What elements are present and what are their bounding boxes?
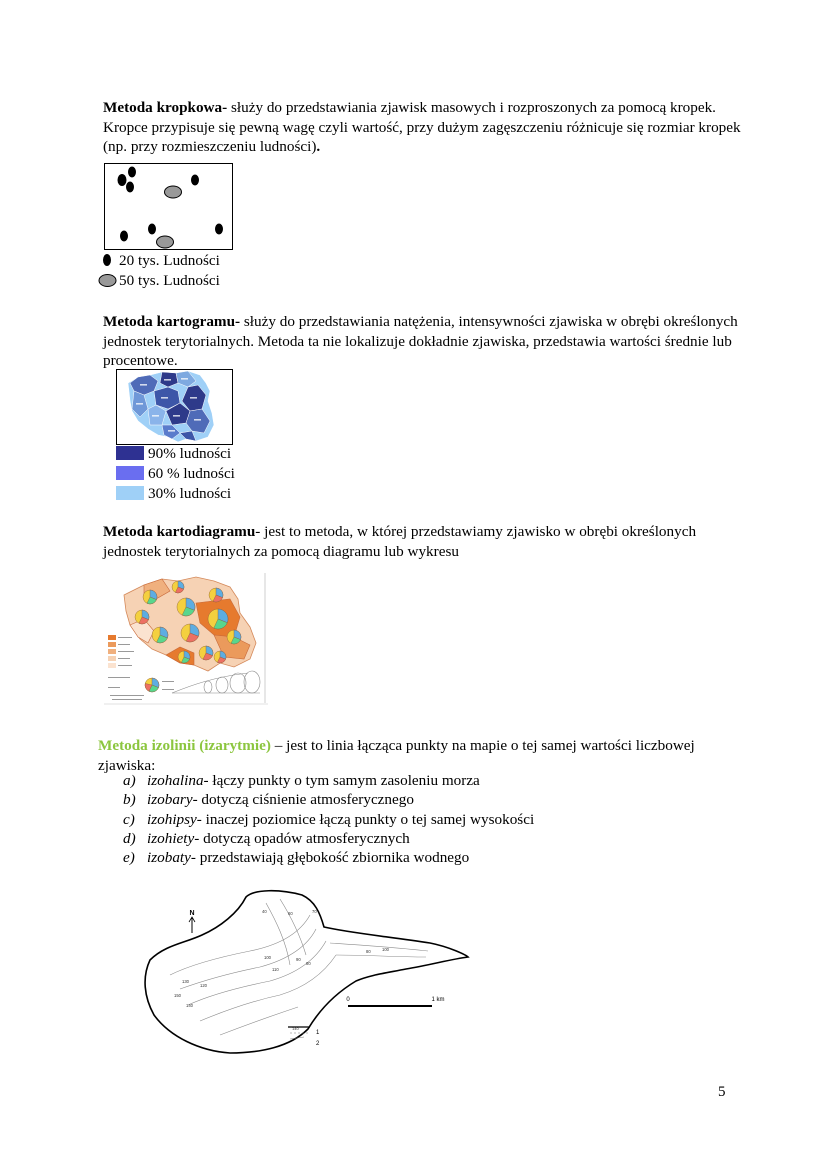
list-letter: c) <box>123 810 135 828</box>
list-letter: d) <box>123 829 136 847</box>
cartodiagram-size-scale <box>172 671 260 693</box>
dot-method-map <box>104 163 234 251</box>
dot-legend-label: 50 tys. Ludności <box>119 272 220 289</box>
gray-dot-icon <box>97 271 119 290</box>
map-legend-1: 1 <box>316 1030 320 1036</box>
cartodiagram-paragraph <box>103 522 743 561</box>
list-term: izohalina <box>147 772 204 789</box>
contour-label: 80 <box>366 949 371 954</box>
list-term: izobaty <box>147 849 191 867</box>
list-letter: b) <box>123 791 136 809</box>
contour-label: 130 <box>182 979 189 984</box>
cartogram-paragraph <box>103 312 743 371</box>
list-letter: e) <box>123 849 135 867</box>
cartogram-legend-label: 60 % ludności <box>148 465 235 482</box>
isoline-paragraph <box>98 736 738 775</box>
scale-bar <box>348 1005 432 1007</box>
contour-label: 80 <box>306 961 311 966</box>
list-desc: - dotyczą opadów atmosferycznych <box>194 829 410 847</box>
contour-label: 140 <box>186 1003 193 1008</box>
cartogram-legend-label: 90% ludności <box>148 445 232 462</box>
black-dot-icon <box>100 251 114 270</box>
list-term: izohiety <box>147 829 195 847</box>
legend-swatch <box>116 486 144 500</box>
scale-start-label: 0 <box>346 997 350 1003</box>
list-item <box>123 771 723 790</box>
contour-label: 110 <box>272 967 279 972</box>
contour-label: 100 <box>382 947 389 952</box>
cartogram-legend-label: 30% ludności <box>148 485 232 502</box>
list-desc: - przedstawiają głębokość zbiornika wodnego <box>190 849 470 867</box>
cartodiagram-map <box>104 573 268 705</box>
contour-label: 40 <box>262 909 267 914</box>
page-number: 5 <box>718 1084 726 1100</box>
cartogram-title: Metoda kartogramu- <box>103 313 241 330</box>
scale-end-label: 1 km <box>431 997 445 1003</box>
contour-label: 150 <box>174 993 181 998</box>
cartodiagram-title: Metoda kartodiagramu <box>103 523 256 540</box>
north-label: N <box>189 910 195 917</box>
dot-method-paragraph <box>103 98 743 157</box>
list-desc: - inaczej poziomice łączą punkty o tej samej wysokości <box>196 810 535 828</box>
list-letter: a) <box>123 772 136 789</box>
isoline-list <box>123 771 723 867</box>
svg-text:140: 140 <box>292 1026 299 1031</box>
cartogram-text: służy do przedstawiania natężenia, intensywności zjawiska w obrębi określonych jednostek terytorialnych. Metoda ta nie lokalizuje dokładnie zjawiska, przedstawia wartości średnie lub procentowe. <box>103 313 738 369</box>
contour-label: 100 <box>264 955 271 960</box>
cartogram-map <box>116 369 233 445</box>
legend-swatch <box>116 466 144 480</box>
contour-label: 60 <box>288 911 293 916</box>
contour-label: 70 <box>312 909 317 914</box>
list-item <box>123 790 723 809</box>
contour-label: 120 <box>200 983 207 988</box>
dot-legend-label: 20 tys. Ludności <box>119 252 220 269</box>
list-item <box>123 848 723 867</box>
isoline-text: – jest to linia łącząca punkty na mapie o tej samej wartości liczbowej zjawiska: <box>98 737 695 774</box>
list-term: izobary <box>147 791 193 809</box>
dot-method-title: Metoda kropkowa- <box>103 99 228 116</box>
dot-method-end: . <box>316 138 321 155</box>
isoline-title: Metoda izolinii (izarytmie) <box>98 737 271 754</box>
dot-method-text: służy do przedstawiania zjawisk masowych i rozproszonych za pomocą kropek. Kropce przypisuje się pewną wagę czyli wartość, przy dużym zagęszczeniu różnicuje się rozmiar kropek (np. przy rozmieszczeniu ludności) <box>103 99 741 155</box>
isobath-map <box>130 885 480 1065</box>
cartodiagram-text: - jest to metoda, w której przedstawiamy zjawisko w obrębi określonych jednostek terytorialnych za pomocą diagramu lub wykresu <box>103 523 697 560</box>
list-term: izohipsy <box>147 810 197 828</box>
list-desc: - dotyczą ciśnienie atmosferycznego <box>192 791 414 809</box>
contour-label: 90 <box>296 957 301 962</box>
map-legend-2: 2 <box>316 1041 320 1047</box>
list-item <box>123 829 723 848</box>
legend-swatch <box>116 446 144 460</box>
list-desc: - łączy punkty o tym samym zasoleniu morza <box>203 772 480 789</box>
list-item <box>123 810 723 829</box>
